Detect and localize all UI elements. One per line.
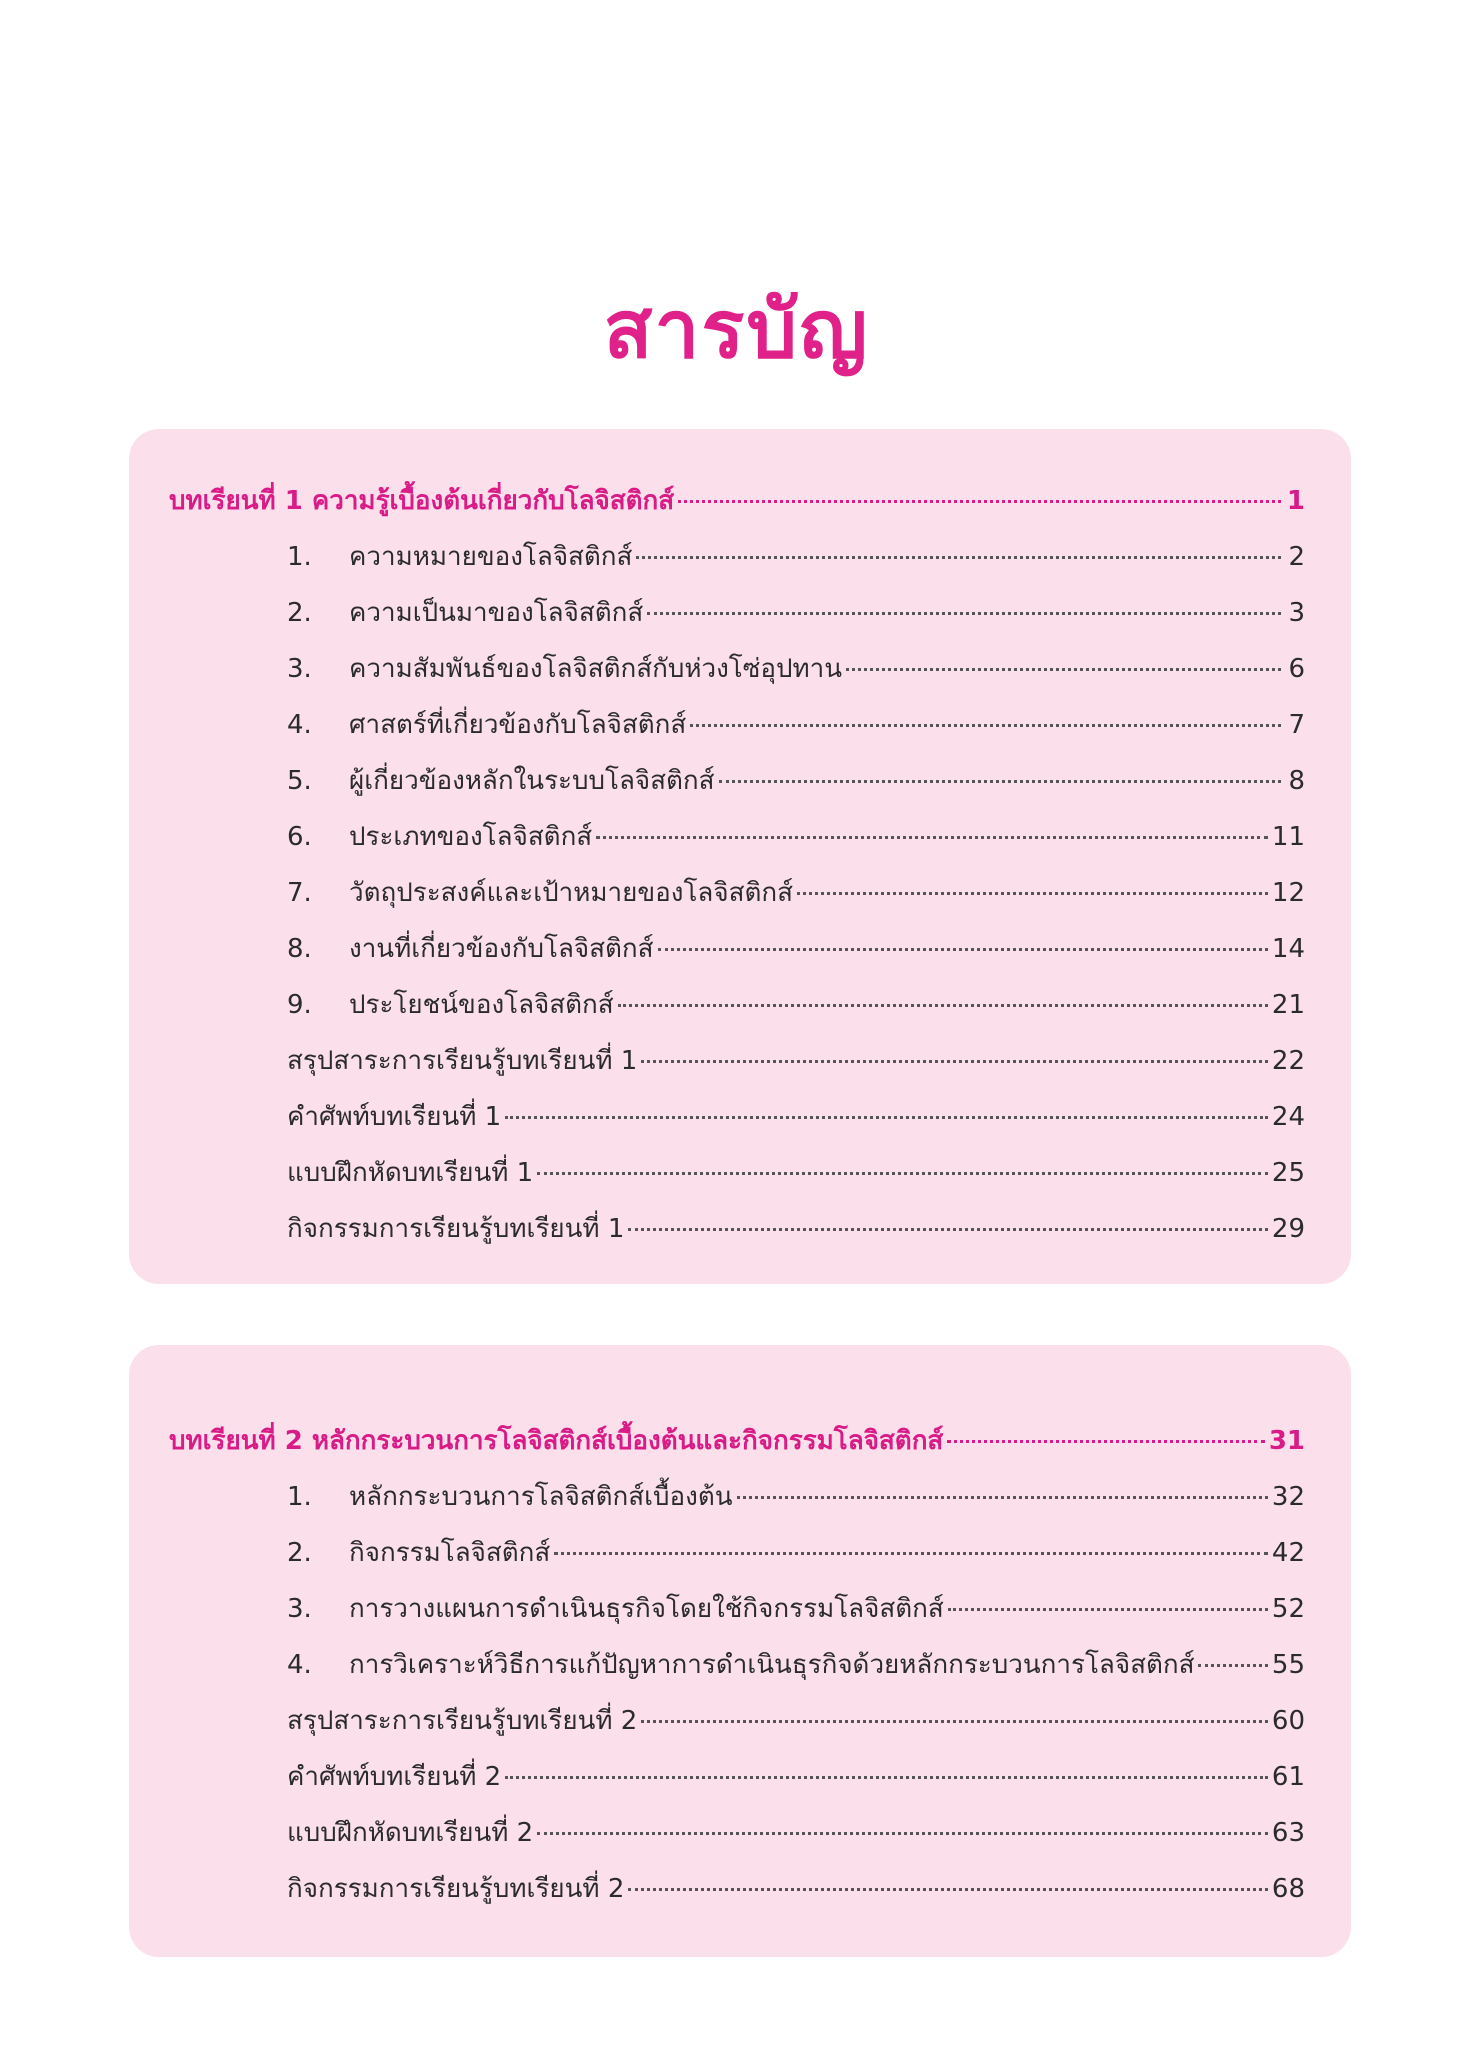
item-label: ประเภทของโลจิสติกส์ [349, 822, 593, 852]
item-label: การวิเคราะห์วิธีการแก้ปัญหาการดำเนินธุรกิจด้วยหลักกระบวนการโลจิสติกส์ [349, 1650, 1195, 1680]
toc-chapter-1[interactable] [169, 473, 1305, 529]
page-number: 68 [1271, 1874, 1305, 1904]
dot-leader [647, 612, 1281, 615]
dot-leader [846, 668, 1281, 671]
item-number: 3. [287, 654, 312, 684]
item-number: 1. [287, 542, 312, 572]
item-number: 9. [287, 990, 312, 1020]
extra-label: สรุปสาระการเรียนรู้บทเรียนที่ 2 [287, 1706, 638, 1736]
item-number: 4. [287, 710, 312, 740]
toc-item[interactable] [169, 865, 1305, 921]
page-number: 60 [1271, 1706, 1305, 1736]
toc-item[interactable] [169, 809, 1305, 865]
item-number: 2. [287, 1538, 312, 1568]
page-number: 2 [1288, 542, 1305, 572]
page-number: 7 [1288, 710, 1305, 740]
extra-label: แบบฝึกหัดบทเรียนที่ 2 [287, 1818, 534, 1848]
toc-item[interactable] [169, 753, 1305, 809]
item-number: 4. [287, 1650, 312, 1680]
dot-leader [618, 1004, 1268, 1007]
page-number: 11 [1271, 822, 1305, 852]
toc-item[interactable] [169, 921, 1305, 977]
page-number: 32 [1271, 1482, 1305, 1512]
toc-extra[interactable] [169, 1201, 1305, 1257]
item-number: 2. [287, 598, 312, 628]
toc-section-2 [129, 1345, 1351, 1957]
dot-leader [505, 1776, 1268, 1779]
page-number: 6 [1288, 654, 1305, 684]
item-label: ศาสตร์ที่เกี่ยวข้องกับโลจิสติกส์ [349, 710, 687, 740]
chapter-label: บทเรียนที่ 2 หลักกระบวนการโลจิสติกส์เบื้องต้นและกิจกรรมโลจิสติกส์ [169, 1426, 944, 1456]
dot-leader [1198, 1664, 1267, 1667]
page-number: 52 [1271, 1594, 1305, 1624]
item-number: 7. [287, 878, 312, 908]
page-number: 21 [1271, 990, 1305, 1020]
dot-leader [719, 780, 1282, 783]
dot-leader [537, 1832, 1268, 1835]
toc-item[interactable] [169, 1637, 1305, 1693]
toc-extra[interactable] [169, 1861, 1305, 1917]
dot-leader [678, 500, 1281, 503]
page-number: 8 [1288, 766, 1305, 796]
page-number: 14 [1271, 934, 1305, 964]
extra-label: แบบฝึกหัดบทเรียนที่ 1 [287, 1158, 534, 1188]
dot-leader [658, 948, 1268, 951]
dot-leader [737, 1496, 1268, 1499]
extra-label: กิจกรรมการเรียนรู้บทเรียนที่ 2 [287, 1874, 625, 1904]
page-number: 25 [1271, 1158, 1305, 1188]
toc-item[interactable] [169, 585, 1305, 641]
dot-leader [554, 1552, 1268, 1555]
item-label: ความหมายของโลจิสติกส์ [349, 542, 633, 572]
item-number: 1. [287, 1482, 312, 1512]
dot-leader [596, 836, 1268, 839]
page-number: 3 [1288, 598, 1305, 628]
page-number: 63 [1271, 1818, 1305, 1848]
dot-leader [628, 1888, 1268, 1891]
toc-section-1 [129, 429, 1351, 1284]
dot-leader [641, 1720, 1268, 1723]
extra-label: สรุปสาระการเรียนรู้บทเรียนที่ 1 [287, 1046, 638, 1076]
page-title: สารบัญ [603, 283, 870, 376]
dot-leader [948, 1608, 1268, 1611]
page-number: 12 [1271, 878, 1305, 908]
toc-item[interactable] [169, 697, 1305, 753]
item-number: 5. [287, 766, 312, 796]
dot-leader [628, 1228, 1268, 1231]
dot-leader [641, 1060, 1268, 1063]
toc-item[interactable] [169, 977, 1305, 1033]
dot-leader [636, 556, 1281, 559]
page-number: 22 [1271, 1046, 1305, 1076]
toc-extra[interactable] [169, 1805, 1305, 1861]
item-number: 3. [287, 1594, 312, 1624]
page-number: 1 [1286, 486, 1305, 516]
toc-item[interactable] [169, 1525, 1305, 1581]
toc-item[interactable] [169, 529, 1305, 585]
toc-item[interactable] [169, 1469, 1305, 1525]
extra-label: กิจกรรมการเรียนรู้บทเรียนที่ 1 [287, 1214, 625, 1244]
item-label: วัตถุประสงค์และเป้าหมายของโลจิสติกส์ [349, 878, 793, 908]
toc-item[interactable] [169, 641, 1305, 697]
page-number: 29 [1271, 1214, 1305, 1244]
toc-item[interactable] [169, 1581, 1305, 1637]
item-label: ประโยชน์ของโลจิสติกส์ [349, 990, 614, 1020]
extra-label: คำศัพท์บทเรียนที่ 2 [287, 1762, 502, 1792]
item-label: การวางแผนการดำเนินธุรกิจโดยใช้กิจกรรมโลจิสติกส์ [349, 1594, 944, 1624]
toc-extra[interactable] [169, 1145, 1305, 1201]
page-number: 42 [1271, 1538, 1305, 1568]
toc-extra[interactable] [169, 1033, 1305, 1089]
page-number: 61 [1271, 1762, 1305, 1792]
page-number: 55 [1271, 1650, 1305, 1680]
item-label: กิจกรรมโลจิสติกส์ [349, 1538, 551, 1568]
item-label: ความสัมพันธ์ของโลจิสติกส์กับห่วงโซ่อุปทาน [349, 654, 843, 684]
page-number: 31 [1268, 1426, 1305, 1456]
item-label: ผู้เกี่ยวข้องหลักในระบบโลจิสติกส์ [349, 766, 715, 796]
page-number: 24 [1271, 1102, 1305, 1132]
item-number: 6. [287, 822, 312, 852]
dot-leader [947, 1440, 1265, 1443]
dot-leader [797, 892, 1268, 895]
chapter-label: บทเรียนที่ 1 ความรู้เบื้องต้นเกี่ยวกับโลจิสติกส์ [169, 486, 675, 516]
toc-extra[interactable] [169, 1749, 1305, 1805]
toc-extra[interactable] [169, 1693, 1305, 1749]
item-label: ความเป็นมาของโลจิสติกส์ [349, 598, 644, 628]
toc-chapter-2[interactable] [169, 1413, 1305, 1469]
toc-extra[interactable] [169, 1089, 1305, 1145]
item-label: หลักกระบวนการโลจิสติกส์เบื้องต้น [349, 1482, 733, 1512]
item-label: งานที่เกี่ยวข้องกับโลจิสติกส์ [349, 934, 654, 964]
item-number: 8. [287, 934, 312, 964]
dot-leader [537, 1172, 1268, 1175]
extra-label: คำศัพท์บทเรียนที่ 1 [287, 1102, 502, 1132]
dot-leader [690, 724, 1281, 727]
dot-leader [505, 1116, 1268, 1119]
